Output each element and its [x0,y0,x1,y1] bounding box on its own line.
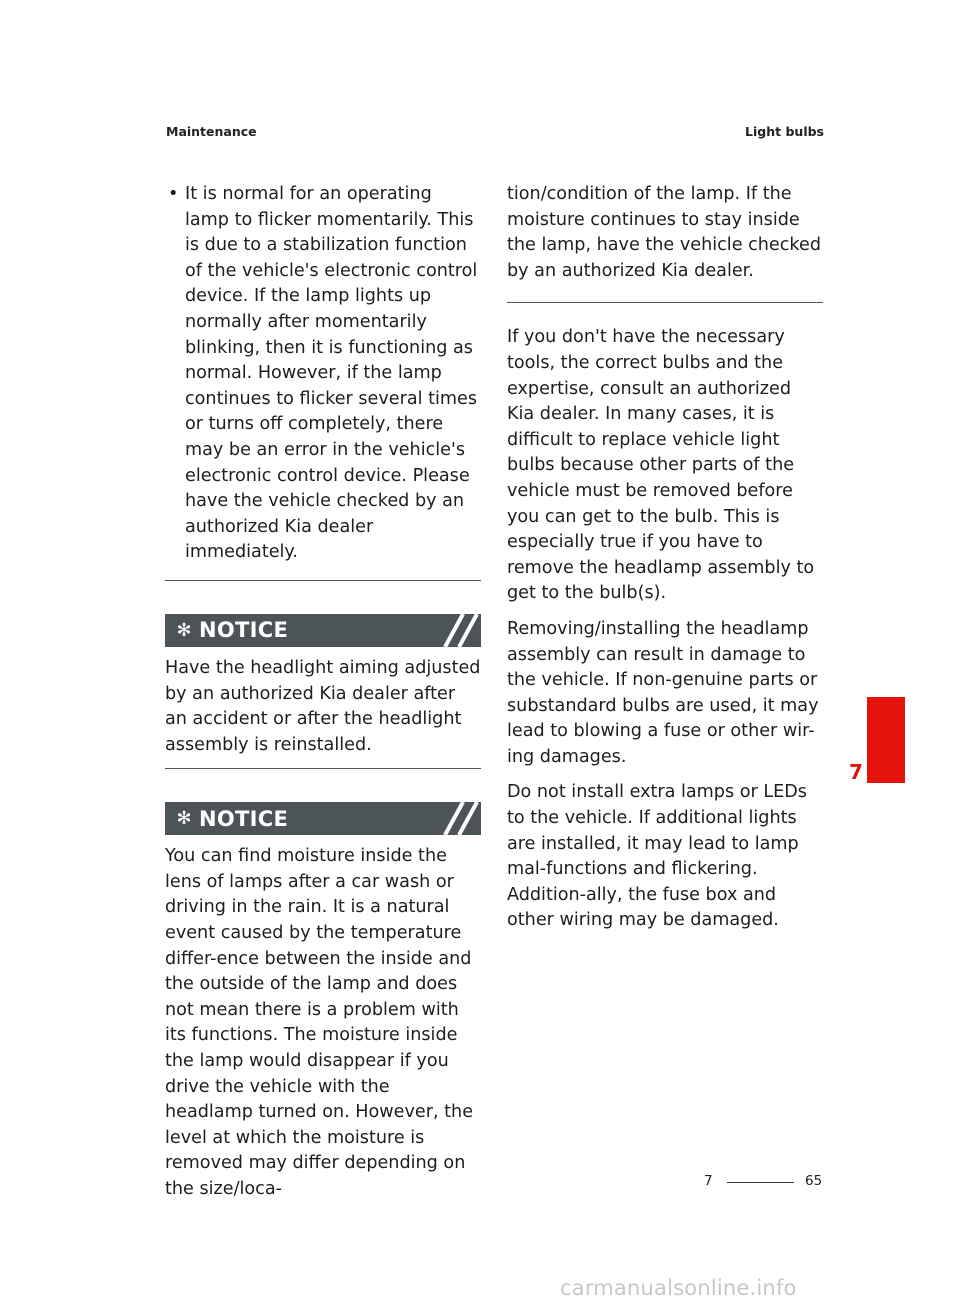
chapter-tab [867,697,905,783]
section-divider [507,302,823,303]
header-topic-label: Light bulbs [745,124,824,139]
body-paragraph: Do not install extra lamps or LEDs to the vehicle. If additional lights are installed, it may lead to lamp mal-functions and flickering. Addition-ally, the fuse box and other wiring may be damaged. [507,782,807,931]
chapter-tab-number: 7 [849,760,863,784]
section-divider [165,580,481,581]
watermark: carmanualsonline.info [560,1276,797,1300]
notice-text: You can find moisture inside the lens of lamps after a car wash or driving in the rain. It is a natural event caused by the temperature differ-ence between the inside and the outside of the lamp and does not mean there is a problem with its functions. The moisture inside the lamp would disappear if you drive the vehicle with the headlamp turned on. However, the level at which the moisture is removed may differ depending on the size/loca- [165,846,474,1199]
bullet-text: It is normal for an operating lamp to flicker momentarily. This is due to a stabilization function of the vehicle's electronic control device. If the lamp lights up normally after momentarily blinking, then it is functioning as normal. However, if the lamp continues to flicker several times or turns off completely, there may be an error in the vehicle's electronic control device. Please have the vehicle checked by an authorized Kia dealer immediately. [185,184,478,563]
notice-title: NOTICE [199,806,289,831]
double-slash-icon [437,802,481,835]
section-divider [165,768,481,769]
left-column [165,182,481,1213]
footer-page-number: 65 [805,1173,823,1189]
notice-title: NOTICE [199,618,289,643]
notice-banner [165,614,481,647]
notice-text-continued: tion/condition of the lamp. If the moisture continues to stay inside the lamp, have the vehicle checked by an authorized Kia dealer. [507,184,821,281]
header-section-label: Maintenance [166,124,257,139]
notice-text: Have the headlight aiming adjusted by an authorized Kia dealer after an accident or after the headlight assembly is reinstalled. [165,657,481,755]
asterisk-icon: ✻ [176,619,192,641]
footer-divider [727,1182,794,1183]
body-paragraph: Removing/installing the headlamp assembly can result in damage to the vehicle. If non-genuine parts or substandard bulbs are used, it may lead to blowing a fuse or other wir-ing damages. [507,618,819,767]
bullet-marker: • [168,184,179,204]
bullet-item [165,182,481,566]
footer-chapter-number: 7 [704,1173,713,1189]
notice-banner [165,802,481,835]
asterisk-icon: ✻ [176,808,192,830]
double-slash-icon [437,614,481,647]
right-column [507,182,823,944]
body-paragraph: If you don't have the necessary tools, the correct bulbs and the expertise, consult an authorized Kia dealer. In many cases, it is difficult to replace vehicle light bulbs because other parts of the vehicle must be removed before you can get to the bulb. This is especially true if you have to remove the headlamp assembly to get to the bulb(s). [507,327,815,604]
